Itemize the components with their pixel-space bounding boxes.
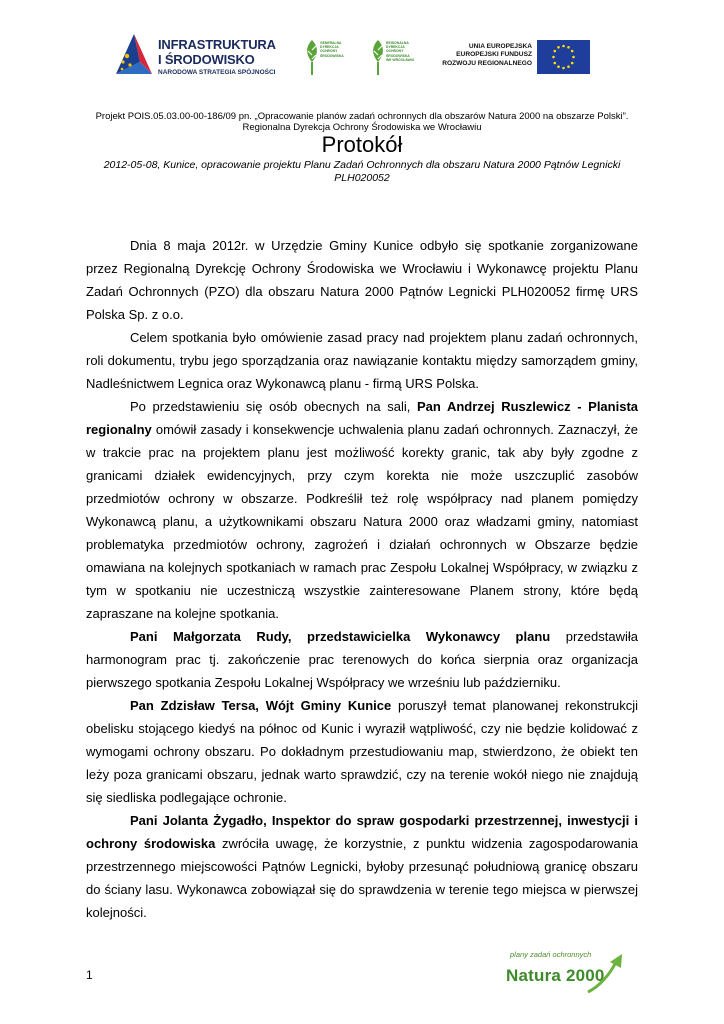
project-header: [60, 111, 664, 133]
page-title: Protokół: [321, 132, 403, 157]
rdos-logo: [370, 38, 424, 78]
eu-logo-text: UNIA EUROPEJSKA EUROPEJSKI FUNDUSZ ROZWOJU REGIONALNEGO: [442, 43, 532, 67]
page-number: 1: [86, 968, 93, 982]
header-logos: [108, 28, 608, 84]
gdos-logo-text: GENERALNA DYREKCJA OCHRONY ŚRODOWISKA: [320, 41, 344, 58]
infra-logo-line1: INFRASTRUKTURA: [158, 37, 276, 52]
speaker-tersa: Pan Zdzisław Tersa, Wójt Gminy Kunice: [130, 698, 392, 713]
paragraph-3: [86, 395, 638, 625]
infra-logo-line3: NARODOWA STRATEGIA SPÓJNOŚCI: [158, 69, 276, 76]
paragraph-2: Celem spotkania było omówienie zasad pracy nad projektem planu zadań ochronnych, roli dokumentu, trybu jego sporządzania oraz nawiązanie kontaktu między samorządem gminy, Nadleśnictwem Legnica oraz Wykonawcą planu - firmą URS Polska.: [86, 330, 638, 391]
paragraph-5: [86, 694, 638, 809]
directorate-line: Regionalna Dyrekcja Ochrony Środowiska we Wrocławiu: [242, 122, 482, 133]
natura-name: Natura 2000: [506, 966, 605, 985]
infrastruktura-srodowisko-logo: [108, 28, 288, 84]
paragraph-5-text: poruszył temat planowanej rekonstrukcji obelisku stojącego kiedyś na północ od Kunic i wyraził wątpliwość, czy nie będzie kolidować z wymogami ochrony obszaru. Po dokładnym przestudiowaniu map, stwierdzono, że obiekt ten leży poza granicami obszaru, jednak warto sprawdzić, czy na terenie wokół niego nie znajdują się siedliska podlegające ochronie.: [86, 698, 639, 805]
speaker-rudy: Pani Małgorzata Rudy, przedstawicielka Wykonawcy planu: [130, 629, 551, 644]
leaf-icon: [370, 38, 386, 76]
subtitle-line-1: 2012-05-08, Kunice, opracowanie projektu Planu Zadań Ochronnych dla obszaru Natura 2000 Pątnów Legnicki: [103, 159, 621, 171]
rdos-logo-text: REGIONALNA DYREKCJA OCHRONY ŚRODOWISKA WE WROCŁAWIU: [386, 41, 415, 62]
natura-arrow-icon: [584, 952, 630, 994]
paragraph-1: Dnia 8 maja 2012r. w Urzędzie Gminy Kunice odbyło się spotkanie zorganizowane przez Regionalną Dyrekcję Ochrony Środowiska we Wrocławiu i Wykonawcę projektu Planu Zadań Ochronnych (PZO) dla obszaru Natura 2000 Pątnów Legnicki PLH020052 firmę URS Polska Sp. z o.o.: [86, 238, 638, 322]
infra-logo-line2: I ŚRODOWISKO: [158, 52, 255, 67]
natura-2000-logo: [500, 944, 630, 1000]
subtitle-line-2: PLH020052: [334, 172, 390, 184]
gdos-logo: [304, 38, 358, 78]
paragraph-4-text: przedstawiła harmonogram prac tj. zakończenie prac terenowych do końca sierpnia oraz organizacja pierwszego spotkania Zespołu Lokalnej Współpracy we wrześniu lub październiku.: [86, 629, 638, 690]
document-subtitle: [60, 159, 664, 185]
paragraph-4: [86, 625, 638, 694]
eu-flag-icon: [537, 40, 590, 74]
infrastruktura-flag-icon: [114, 32, 154, 76]
project-line: Projekt POIS.05.03.00-00-186/09 pn. „Opracowanie planów zadań ochronnych dla obszarów Natura 2000 na obszarze Polski”.: [95, 111, 629, 122]
paragraph-6: [86, 809, 638, 924]
speaker-ruszlewicz: Pan Andrzej Ruszlewicz - Planista regionalny: [86, 399, 639, 437]
paragraph-3-intro: Po przedstawieniu się osób obecnych na sali,: [130, 399, 417, 414]
protocol-body: [86, 234, 638, 924]
leaf-icon: [304, 38, 320, 76]
natura-tagline: plany zadań ochronnych: [510, 950, 592, 959]
paragraph-6-text: zwróciła uwagę, że korzystnie, z punktu widzenia zagospodarowania przestrzennego miejscowości Pątnów Legnicki, byłoby przesunąć południową granicę obszaru do ściany lasu. Wykonawca zobowiązał się do sprawdzenia w terenie tego miejsca w pierwszej kolejności.: [86, 836, 638, 920]
paragraph-3-text: omówił zasady i konsekwencje uchwalenia planu zadań ochronnych. Zaznaczył, że w trakcie prac na projektem planu jest możliwość korekty granic, tak aby były zgodne z granicami działek ewidencyjnych, przy czym korekta nie może uszczuplić zasobów przedmiotów ochrony w obszarze. Podkreślił też rolę współpracy nad planem pomiędzy Wykonawcą planu, a użytkownikami obszaru Natura 2000 oraz władzami gminy, natomiast problematyka przedmiotów ochrony, zagrożeń i działań ochronnych w Obszarze będzie omawiana na kolejnych spotkaniach w ramach prac Zespołu Lokalnej Współpracy, w związku z tym w spotkaniu nie uczestniczą wszystkie zainteresowane Planem strony, które będą zapraszane na kolejne spotkania.: [86, 422, 638, 621]
speaker-zygadlo: Pani Jolanta Żygadło, Inspektor do spraw gospodarki przestrzennej, inwestycji i ochrony środowiska: [86, 813, 638, 851]
